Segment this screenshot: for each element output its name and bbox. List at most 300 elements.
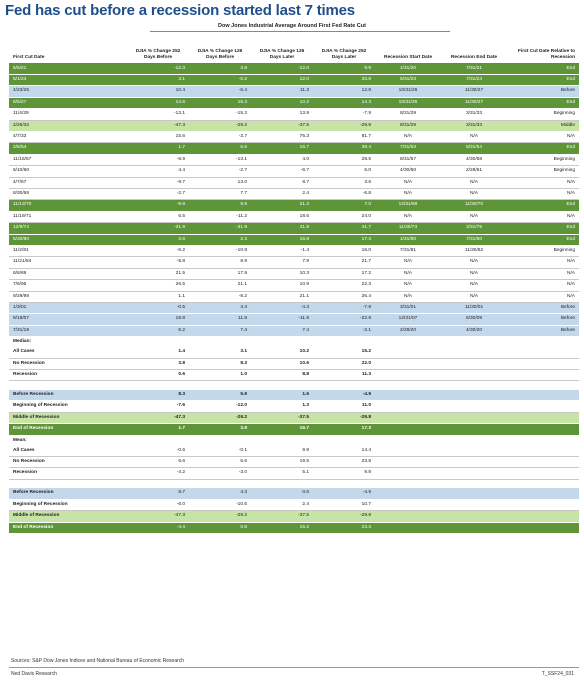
empty-cell [441,412,507,423]
table-cell: N/A [441,177,507,188]
empty-cell [441,401,507,412]
table-cell: 12.0 [251,74,313,85]
table-cell: N/A [507,291,579,302]
table-cell: Before [507,86,579,97]
table-cell: 3/31/33 [441,109,507,120]
spacer-row [9,381,579,390]
table-cell: 6.5 [127,211,189,222]
table-cell: End [507,63,579,74]
table-cell: No Recession [9,358,127,369]
table-cell: 41.8 [251,223,313,234]
table-row [9,109,579,120]
column-header-5: Recession Start Date [375,36,441,63]
table-cell: 8.7 [127,488,189,499]
table-cell: 3.1 [127,74,189,85]
table-cell: 13.9 [251,109,313,120]
table-cell: 7/31/53 [375,143,441,154]
table-cell: 14.4 [313,446,375,457]
empty-cell [375,522,441,533]
table-cell: 10.7 [313,499,375,510]
table-row [9,154,579,165]
empty-cell [507,468,579,479]
summary-row [9,522,579,533]
table-cell: -29.8 [313,120,375,131]
table-cell: 21.7 [313,257,375,268]
table-header-row [9,36,579,63]
table-cell: Beginning [507,154,579,165]
table-cell: 7/31/19 [9,325,127,336]
table-cell: 4/30/58 [441,154,507,165]
table-cell: -6.7 [251,166,313,177]
summary-row [9,390,579,401]
table-cell: 6.0 [313,166,375,177]
table-cell: N/A [507,131,579,142]
table-cell: 12/9/74 [9,223,127,234]
table-cell: Before [507,314,579,325]
table-cell: 4.4 [189,303,251,314]
table-cell: -47.3 [127,120,189,131]
table-cell: 3.1 [189,347,251,358]
table-cell: 11/30/27 [441,97,507,108]
table-cell: 9.9 [189,200,251,211]
table-cell: 7.7 [189,188,251,199]
table-cell: -47.3 [127,412,189,423]
table-cell: 10.2 [251,347,313,358]
table-cell: 8/31/29 [375,109,441,120]
empty-cell [441,468,507,479]
table-row [9,325,579,336]
table-cell: -13.1 [189,154,251,165]
table-cell: No Recession [9,457,127,468]
table-cell: 10.2 [251,97,313,108]
table-cell: 16.8 [251,234,313,245]
table-cell: -2.1 [313,325,375,336]
column-header-1: DJIA % Change 252 Days Before [127,36,189,63]
summary-row [9,446,579,457]
table-cell: End [507,234,579,245]
table-cell: 11/30/82 [441,246,507,257]
subtitle-divider [150,31,450,32]
table-cell: 2/5/54 [9,143,127,154]
table-cell: N/A [375,131,441,142]
table-cell: -6.8 [313,188,375,199]
table-cell: 17.5 [189,268,251,279]
source-note: Sources: S&P Dow Jones Indices and National Bureau of Economic Research [11,658,185,664]
table-cell: 13.0 [189,177,251,188]
table-cell: 1.4 [127,347,189,358]
table-cell: -11.2 [189,211,251,222]
spacer-cell [9,479,579,488]
table-cell: 16.7 [251,424,313,435]
column-header-0: First Cut Date [9,36,127,63]
table-cell: 26.4 [313,291,375,302]
table-cell: 3.8 [189,63,251,74]
table-cell: 10.4 [127,86,189,97]
column-header-7: First Cut Date Relative to Recession [507,36,579,63]
table-cell: 1.0 [189,370,251,381]
table-cell: 39.4 [313,143,375,154]
table-row [9,177,579,188]
table-cell: -4.9 [313,390,375,401]
table-cell: 2.4 [251,188,313,199]
table-cell: 1/31/20 [375,63,441,74]
table-cell: 9.9 [251,446,313,457]
table-row [9,223,579,234]
table-cell: 2.3 [189,234,251,245]
summary-row [9,488,579,499]
empty-cell [375,370,441,381]
table-cell: 81.7 [313,131,375,142]
table-cell: 10.6 [251,358,313,369]
table-cell: -4.9 [313,488,375,499]
empty-cell [507,358,579,369]
table-cell: N/A [375,257,441,268]
table-cell: 5.9 [189,390,251,401]
table-cell: N/A [507,188,579,199]
table-cell: 4/7/67 [9,177,127,188]
empty-cell [441,370,507,381]
table-cell: 76.3 [251,131,313,142]
empty-cell [375,412,441,423]
table-cell: End [507,143,579,154]
table-cell: 14.3 [313,97,375,108]
table-cell: All Cases [9,347,127,358]
table-cell: 11/21/84 [9,257,127,268]
table-cell: 0.8 [189,522,251,533]
table-cell: 22.3 [313,280,375,291]
table-cell: -47.3 [127,511,189,522]
table-cell: 10.9 [251,280,313,291]
table-row [9,200,579,211]
table-cell: Before Recession [9,488,127,499]
table-cell: -6.4 [189,86,251,97]
table-cell: -7.9 [313,109,375,120]
table-cell: 7/6/95 [9,280,127,291]
summary-row [9,370,579,381]
table-cell: 15.6 [127,131,189,142]
empty-cell [441,511,507,522]
table-cell: 11/30/73 [375,223,441,234]
empty-cell [441,358,507,369]
table-cell: N/A [441,131,507,142]
table-cell: -9.8 [127,200,189,211]
empty-cell [441,424,507,435]
table-cell: 8/31/57 [375,154,441,165]
table-cell: End [507,97,579,108]
table-row [9,166,579,177]
table-cell: 1.1 [127,291,189,302]
table-cell: 7/31/81 [375,246,441,257]
empty-cell [507,390,579,401]
chart-code: T_SSF24_031 [541,671,574,677]
table-cell: 17.3 [313,234,375,245]
table-cell: 23.3 [313,522,375,533]
empty-cell [507,499,579,510]
table-cell: -37.5 [251,511,313,522]
empty-cell [507,457,579,468]
empty-cell [375,347,441,358]
table-cell: 7.0 [313,200,375,211]
table-row [9,63,579,74]
table-cell: -29.8 [313,511,375,522]
table-cell: 11.0 [313,401,375,412]
table-cell: -15.3 [189,109,251,120]
table-cell: -12.0 [189,401,251,412]
table-cell: 4/23/26 [9,86,127,97]
table-cell: Middle [507,120,579,131]
table-cell: 9/18/07 [9,314,127,325]
table-cell: -4.2 [127,468,189,479]
table-cell: -6.0 [127,499,189,510]
empty-cell [507,446,579,457]
table-cell: 10/31/26 [375,97,441,108]
table-row [9,280,579,291]
table-cell: N/A [375,268,441,279]
table-cell: N/A [441,188,507,199]
table-cell: -10.9 [189,246,251,257]
table-cell: 7/31/80 [441,234,507,245]
table-cell: N/A [375,188,441,199]
table-cell: N/A [441,268,507,279]
table-cell: N/A [375,177,441,188]
table-cell: 23.8 [313,457,375,468]
empty-cell [441,488,507,499]
table-cell: Before Recession [9,390,127,401]
table-cell: 6.6 [189,143,251,154]
firm-name: Ned Davis Research [11,671,57,677]
table-cell: 1.7 [127,424,189,435]
table-cell: 24.0 [313,211,375,222]
table-cell: 7.9 [251,257,313,268]
table-cell: N/A [507,257,579,268]
table-cell: 12.8 [313,86,375,97]
table-cell: -0.1 [189,446,251,457]
table-cell: -29.2 [189,511,251,522]
table-cell: 7/31/24 [441,74,507,85]
column-header-2: DJIA % Change 126 Days Before [189,36,251,63]
empty-cell [375,457,441,468]
table-cell: N/A [441,280,507,291]
table-cell: 8/5/27 [9,97,127,108]
empty-cell [507,522,579,533]
table-row [9,211,579,222]
table-cell: 21.1 [251,291,313,302]
empty-cell [375,390,441,401]
table-cell: 26.5 [127,280,189,291]
empty-cell [375,424,441,435]
table-cell: End of Recession [9,522,127,533]
table-cell: 9.9 [313,63,375,74]
table-cell: 8.8 [251,370,313,381]
table-cell: 4/7/33 [9,131,127,142]
summary-row [9,499,579,510]
table-cell: Beginning [507,109,579,120]
table-cell: 3.6 [127,234,189,245]
table-cell: 8.3 [127,390,189,401]
table-cell: 6/6/89 [9,268,127,279]
summary-row [9,468,579,479]
table-cell: 7.4 [251,325,313,336]
table-cell: -9.7 [127,177,189,188]
table-cell: N/A [375,291,441,302]
table-cell: 15.3 [189,97,251,108]
summary-row [9,511,579,522]
table-cell: Beginning [507,166,579,177]
table-cell: N/A [507,280,579,291]
empty-cell [375,499,441,510]
table-row [9,268,579,279]
table-cell: 16.0 [313,246,375,257]
summary-row [9,457,579,468]
table-cell: -29.2 [189,120,251,131]
table-cell: 4.0 [251,154,313,165]
table-cell: 1.3 [251,401,313,412]
empty-cell [375,401,441,412]
table-cell: Beginning [507,246,579,257]
table-cell: -13.1 [127,109,189,120]
table-cell: 8/31/29 [375,120,441,131]
table-cell: -0.6 [127,446,189,457]
summary-row [9,347,579,358]
empty-cell [375,511,441,522]
table-cell: 21.3 [251,200,313,211]
table-cell: 3.6 [313,177,375,188]
table-cell: 1/3/01 [9,303,127,314]
empty-cell [375,468,441,479]
table-row [9,188,579,199]
empty-cell [375,358,441,369]
table-cell: -2.7 [189,166,251,177]
summary-header-row [9,337,579,348]
table-cell: 6/10/60 [9,166,127,177]
table-cell: 11/30/70 [441,200,507,211]
table-body [9,63,579,533]
table-cell: End of Recession [9,424,127,435]
table-cell: 6/30/09 [441,314,507,325]
table-cell: -37.5 [251,412,313,423]
table-cell: 10/31/26 [375,86,441,97]
table-cell: 15.2 [313,347,375,358]
table-cell: 16.7 [251,143,313,154]
table-cell: 3.8 [189,424,251,435]
table-cell: -29.8 [313,412,375,423]
table-row [9,234,579,245]
table-cell: 5.1 [251,468,313,479]
summary-header-row [9,435,579,446]
table-cell: 19.5 [251,457,313,468]
table-cell: -8.2 [189,291,251,302]
table-cell: -3.0 [189,468,251,479]
table-row [9,291,579,302]
table-cell: Beginning of Recession [9,499,127,510]
table-cell: -1.4 [251,246,313,257]
table-cell: N/A [375,280,441,291]
table-cell: -12.3 [127,63,189,74]
table-cell: Middle of Recession [9,412,127,423]
empty-cell [441,446,507,457]
table-cell: 3/31/01 [375,303,441,314]
empty-cell [441,390,507,401]
table-cell: 2.4 [251,499,313,510]
summary-row [9,424,579,435]
table-cell: -0.2 [189,74,251,85]
table-cell: 3.8 [127,358,189,369]
table-cell: 4.3 [189,488,251,499]
table-cell: 12/31/07 [375,314,441,325]
table-cell: 6.6 [127,457,189,468]
table-cell: -4.3 [251,303,313,314]
table-cell: Before [507,303,579,314]
table-cell: 15.2 [251,522,313,533]
table-cell: 11/19/71 [9,211,127,222]
table-row [9,131,579,142]
table-cell: -31.9 [189,223,251,234]
summary-row [9,412,579,423]
djia-fed-cut-table [9,36,579,534]
table-cell: Beginning of Recession [9,401,127,412]
table-cell: 21.1 [189,280,251,291]
table-cell: 8/30/68 [9,188,127,199]
table-cell: End [507,200,579,211]
table-cell: 3/31/75 [441,223,507,234]
empty-cell [441,522,507,533]
table-cell: 21.5 [127,268,189,279]
table-cell: -7.8 [313,303,375,314]
table-row [9,97,579,108]
table-cell: 33.8 [313,74,375,85]
table-cell: -22.8 [313,314,375,325]
table-cell: Recession [9,468,127,479]
table-cell: -12.0 [251,63,313,74]
table-cell: -5.8 [127,257,189,268]
table-cell: 8.9 [189,257,251,268]
table-cell: 2/29/20 [375,325,441,336]
table-cell: 28.5 [313,154,375,165]
table-row [9,257,579,268]
table-row [9,303,579,314]
table-cell: -8.9 [127,154,189,165]
table-cell: 1.6 [251,390,313,401]
table-cell: 11/13/70 [9,200,127,211]
table-cell: -29.2 [189,412,251,423]
table-cell: 2/28/61 [441,166,507,177]
table-cell: 5/31/54 [441,143,507,154]
table-row [9,74,579,85]
table-cell: 8.3 [189,358,251,369]
table-cell: N/A [507,211,579,222]
empty-cell [507,424,579,435]
table-cell: N/A [507,177,579,188]
empty-cell [441,457,507,468]
table-row [9,246,579,257]
table-cell: 5/1/24 [9,74,127,85]
table-cell: N/A [375,211,441,222]
summary-header: Median: [13,339,32,345]
table-cell: -4.4 [127,522,189,533]
table-cell: 22.0 [313,358,375,369]
table-cell: 0.6 [251,488,313,499]
table-cell: 8.7 [251,177,313,188]
table-cell: Recession [9,370,127,381]
empty-cell [441,347,507,358]
table-cell: 4/30/20 [441,325,507,336]
table-row [9,86,579,97]
table-cell: 4/30/60 [375,166,441,177]
table-cell: 11.3 [251,86,313,97]
empty-cell [507,401,579,412]
table-cell: 1/31/80 [375,234,441,245]
empty-cell [507,511,579,522]
